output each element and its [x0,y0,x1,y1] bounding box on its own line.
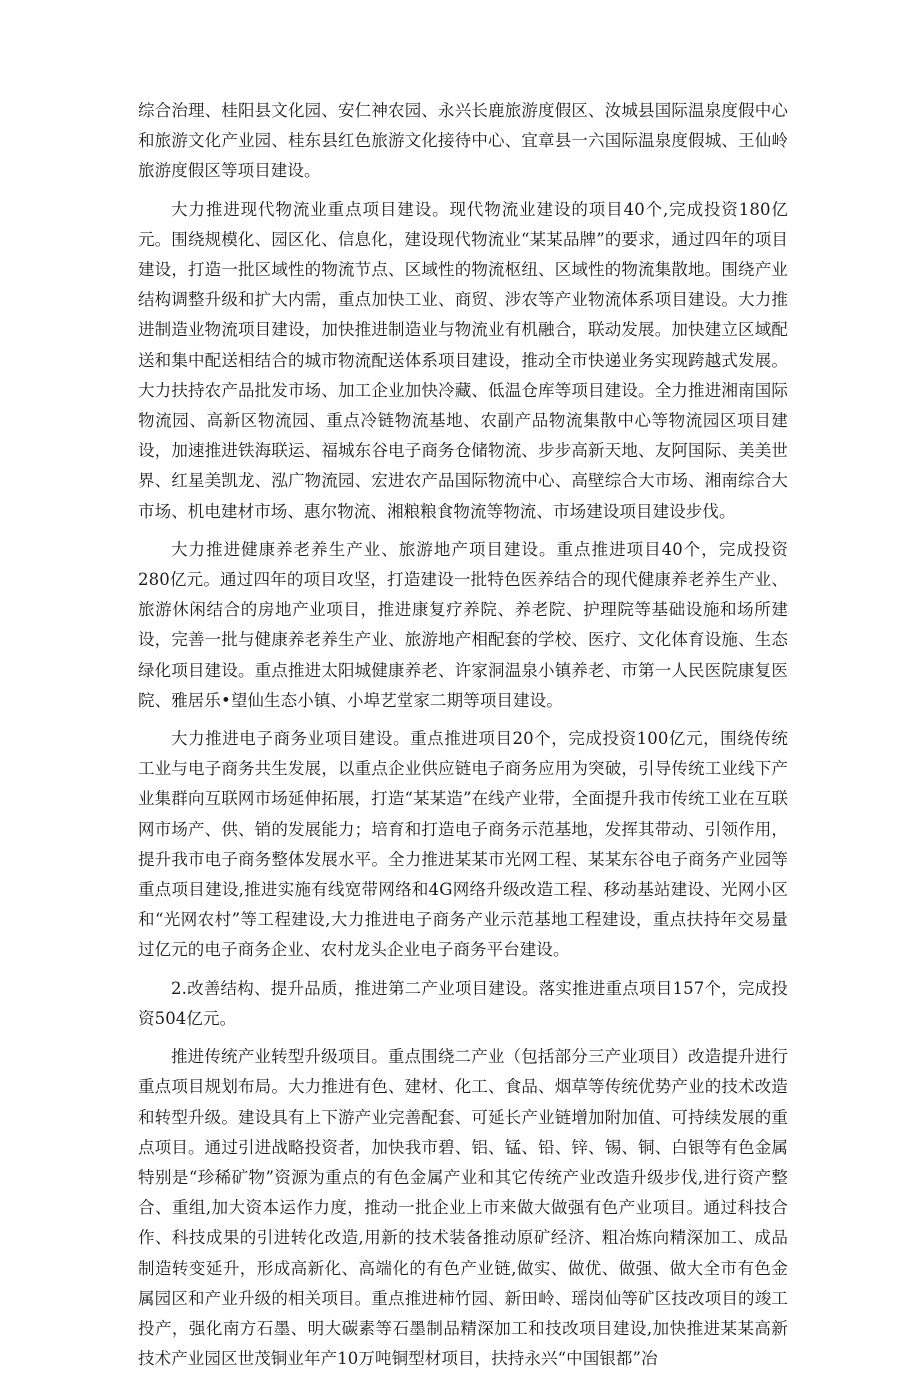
paragraph-secondary-industry-heading: 2.改善结构、提升品质，推进第二产业项目建设。落实推进重点项目157个，完成投资504亿元。 [138,978,788,1028]
paragraph-traditional-industry-upgrade: 推进传统产业转型升级项目。重点围绕二产业（包括部分三产业项目）改造提升进行重点项目规划布局。大力推进有色、建材、化工、食品、烟草等传统优势产业的技术改造和转型升级。建设具有上下游产业完善配套、可延长产业链增加附加值、可持续发展的重点项目。通过引进战略投资者，加快我市碧、铝、锰、铅、锌、锡、铜、白银等有色金属特别是“珍稀矿物”资源为重点的有色金属产业和其它传统产业改造升级步伐,进行资产整合、重组,加大资本运作力度，推动一批企业上市来做大做强有色产业项目。通过科技合作、科技成果的引进转化改造,用新的技术装备推动原矿经济、粗冶炼向精深加工、成品制造转变延升，形成高新化、高端化的有色产业链,做实、做优、做强、做大全市有色金属园区和产业升级的相关项目。重点推进柿竹园、新田岭、瑶岗仙等矿区技改项目的竣工投产，强化南方石墨、明大碳素等石墨制品精深加工和技改项目建设,加快推进某某高新技术产业园区世茂铜业年产10万吨铜型材项目，扶持永兴“中国银都”冶 [138,1047,788,1369]
document-page [138,96,788,1382]
paragraph-logistics: 大力推进现代物流业重点项目建设。现代物流业建设的项目40个,完成投资180亿元。围绕规模化、园区化、信息化，建设现代物流业“某某品牌”的要求，通过四年的项目建设，打造一批区域性的物流节点、区域性的物流枢纽、区域性的物流集散地。围绕产业结构调整升级和扩大内需，重点加快工业、商贸、涉农等产业物流体系项目建设。大力推进制造业物流项目建设，加快推进制造业与物流业有机融合，联动发展。加快建立区域配送和集中配送相结合的城市物流配送体系项目建设，推动全市快递业务实现跨越式发展。大力扶持农产品批发市场、加工企业加快冷藏、低温仓库等项目建设。全力推进湘南国际物流园、高新区物流园、重点冷链物流基地、农副产品物流集散中心等物流园区项目建设，加速推进铁海联运、福城东谷电子商务仓储物流、步步高新天地、友阿国际、美美世界、红星美凯龙、泓广物流园、宏进农产品国际物流中心、高壁综合大市场、湘南综合大市场、机电建材市场、惠尔物流、湘粮粮食物流等物流、市场建设项目建设步伐。 [138,199,788,521]
paragraph-ecommerce: 大力推进电子商务业项目建设。重点推进项目20个，完成投资100亿元，围绕传统工业与电子商务共生发展，以重点企业供应链电子商务应用为突破，引导传统工业线下产业集群向互联网市场延伸拓展，打造“某某造”在线产业带，全面提升我市传统工业在互联网市场产、供、销的发展能力；培育和打造电子商务示范基地，发挥其带动、引领作用，提升我市电子商务整体发展水平。全力推进某某市光网工程、某某东谷电子商务产业园等重点项目建设,推进实施有线宽带网络和4G网络升级改造工程、移动基站建设、光网小区和“光网农村”等工程建设,大力推进电子商务产业示范基地工程建设，重点扶持年交易量过亿元的电子商务企业、农村龙头企业电子商务平台建设。 [138,729,788,960]
paragraph-health-elderly-care: 大力推进健康养老养生产业、旅游地产项目建设。重点推进项目40个，完成投资280亿元。通过四年的项目攻坚，打造建设一批特色医养结合的现代健康养老养生产业、旅游休闲结合的房地产业项目，推进康复疗养院、养老院、护理院等基础设施和场所建设，完善一批与健康养老养生产业、旅游地产相配套的学校、医疗、文化体育设施、生态绿化项目建设。重点推进太阳城健康养老、许家洞温泉小镇养老、市第一人民医院康复医院、雅居乐•望仙生态小镇、小埠艺堂家二期等项目建设。 [138,539,788,710]
paragraph-tourism-projects-continued: 综合治理、桂阳县文化园、安仁神农园、永兴长鹿旅游度假区、汝城县国际温泉度假中心和旅游文化产业园、桂东县红色旅游文化接待中心、宜章县一六国际温泉度假城、王仙岭旅游度假区等项目建设。 [138,101,788,181]
